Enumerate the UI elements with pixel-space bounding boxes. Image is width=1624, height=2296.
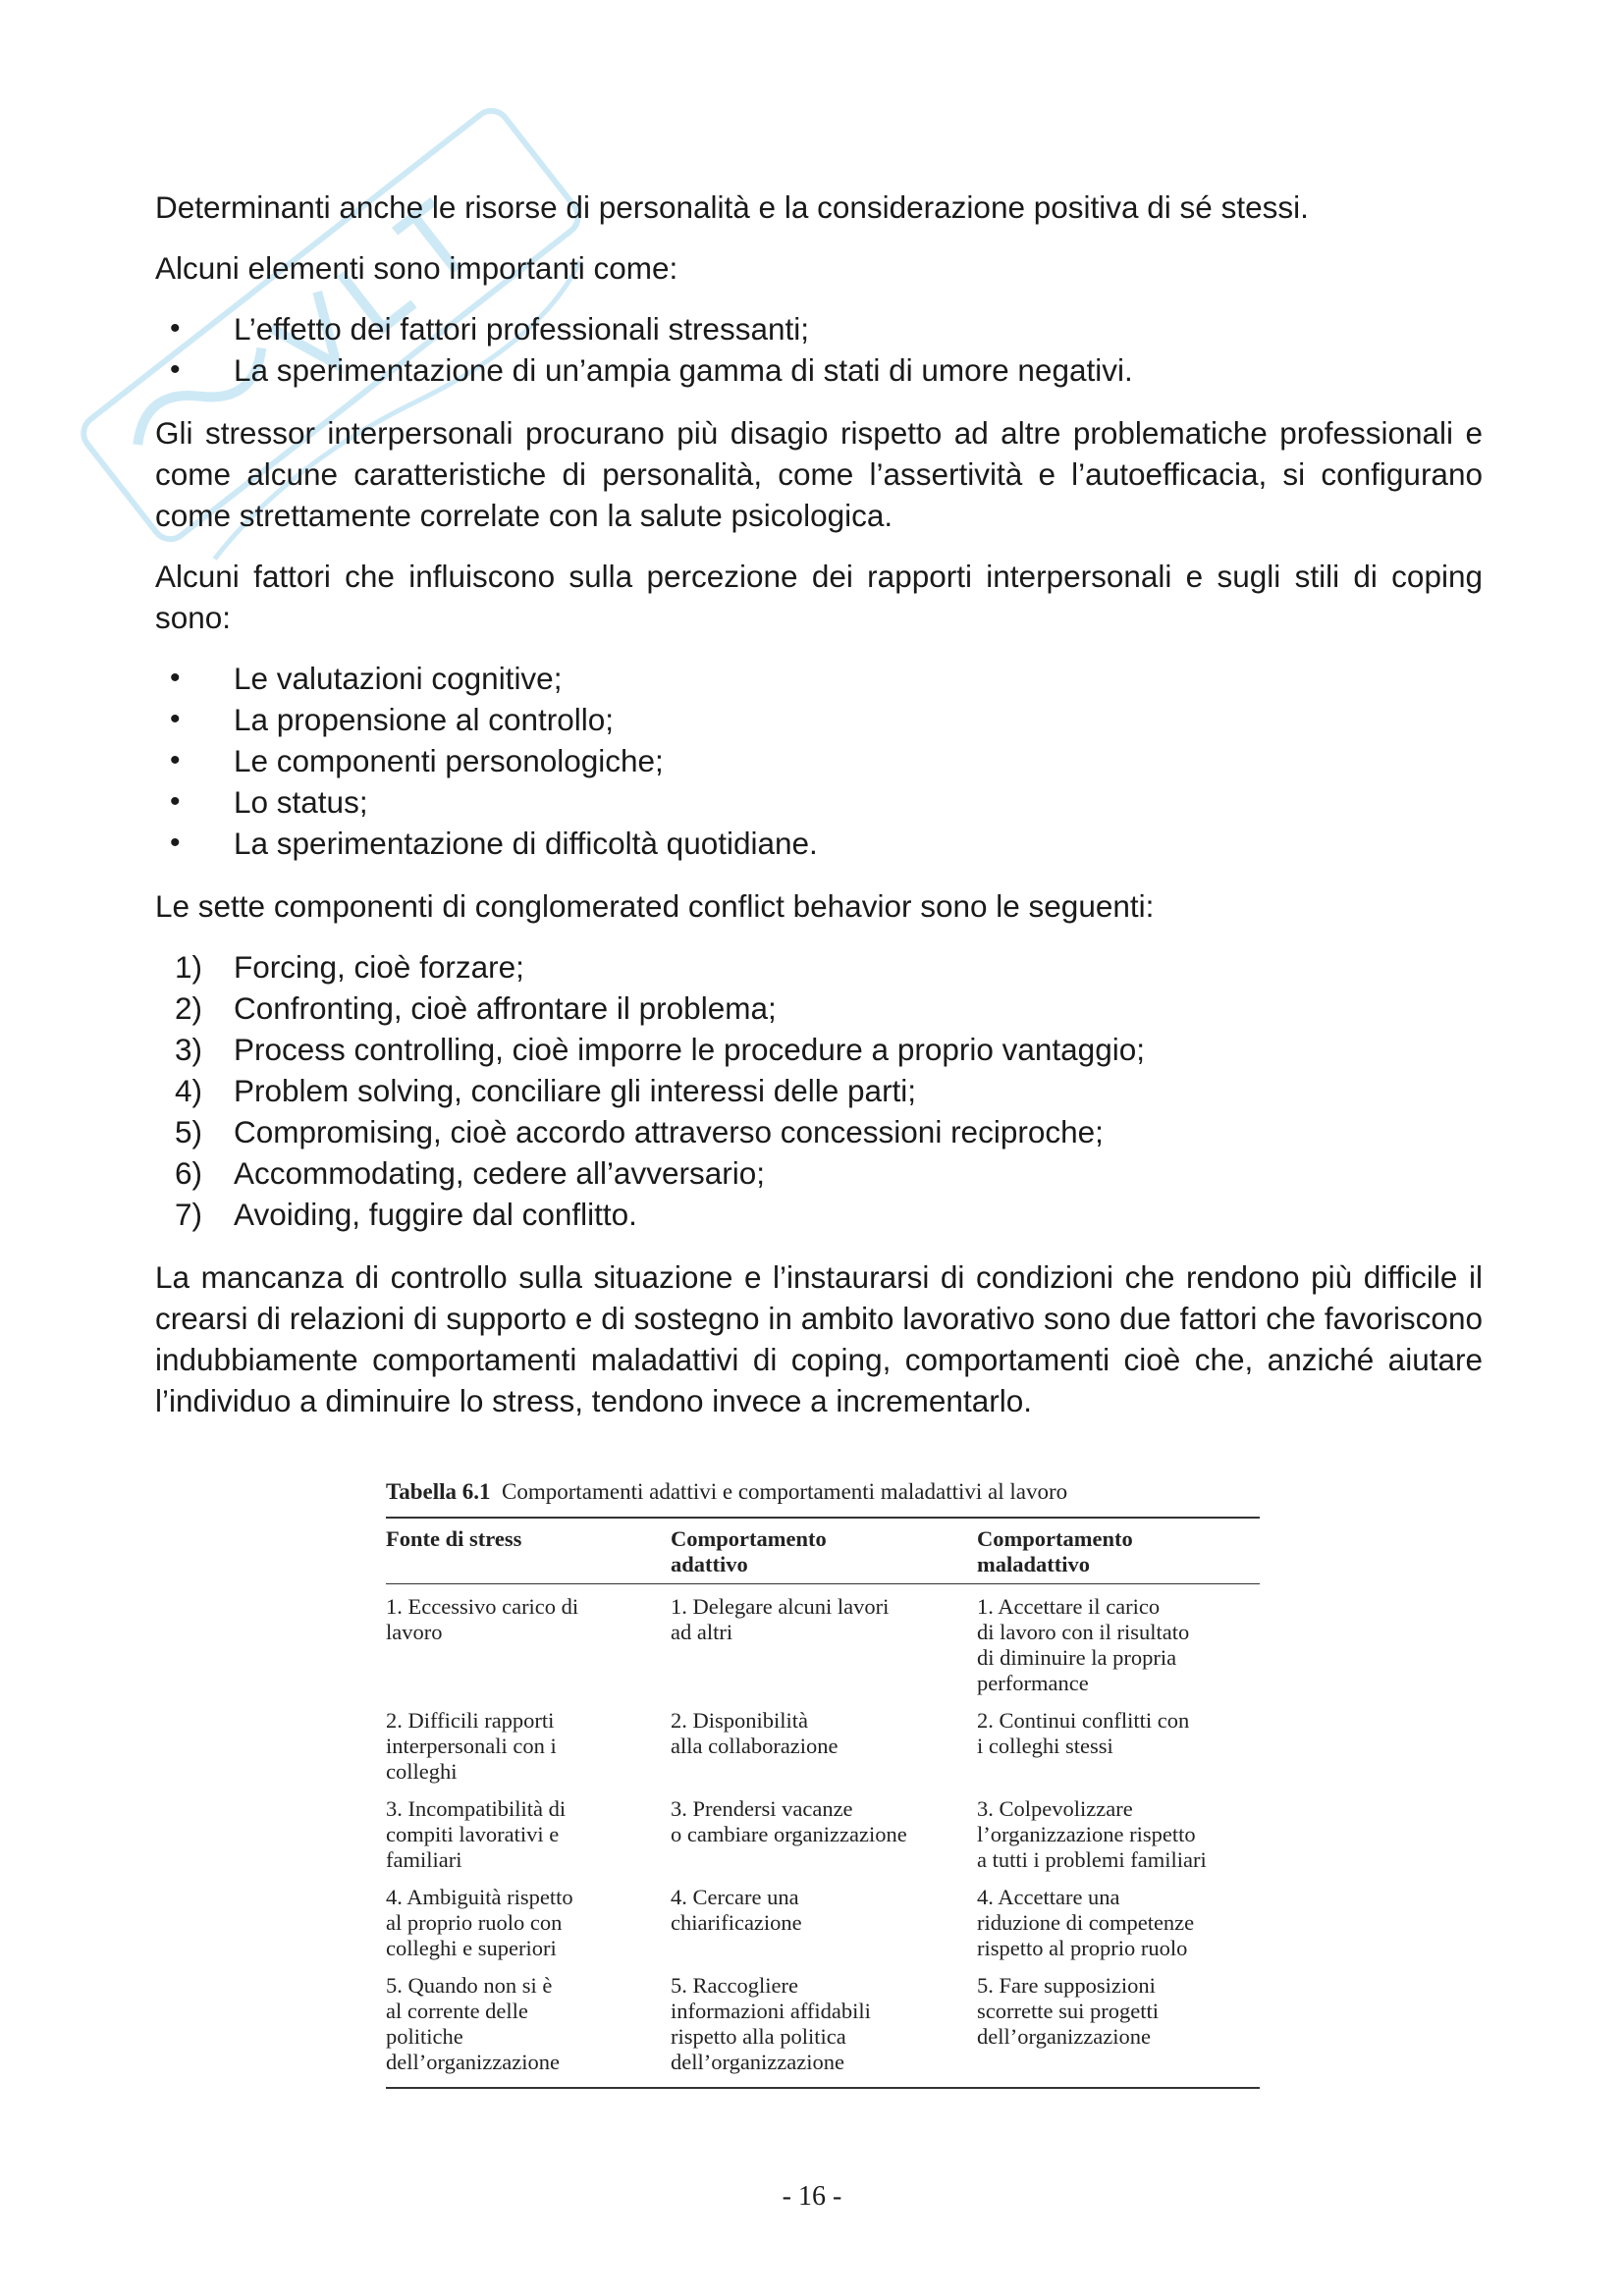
list-item: • Le componenti personologiche; <box>155 740 1483 781</box>
paragraph: Alcuni elementi sono importanti come: <box>155 250 678 286</box>
table-cell: 5. Quando non si è al corrente delle politiche dell’organizzazione <box>386 1973 560 2074</box>
table-cell: 3. Prendersi vacanze o cambiare organizzazione <box>671 1796 907 1846</box>
table-row <box>386 1963 1260 2077</box>
list-item-text: Confronting, cioè affrontare il problema; <box>234 990 777 1026</box>
table-row <box>386 1787 1260 1875</box>
list-item: • La sperimentazione di un’ampia gamma di stati di umore negativi. <box>155 349 1483 391</box>
table-header-cell: Fonte di stress <box>386 1526 522 1551</box>
table-rule-bottom <box>386 2087 1260 2089</box>
list-item <box>155 946 1483 988</box>
list-item <box>155 1194 1483 1235</box>
paragraph: Determinanti anche le risorse di personalità e la considerazione positiva di sé stessi. <box>155 189 1309 225</box>
list-number: 3) <box>175 1032 203 1067</box>
bullet-list-elements <box>155 308 1483 391</box>
numbered-list-conflict-behavior <box>155 946 1483 1235</box>
table-cell: 3. Colpevolizzare l’organizzazione rispetto a tutti i problemi familiari <box>977 1796 1207 1872</box>
table-header-cell: Comportamento maladattivo <box>977 1526 1133 1576</box>
table-row <box>386 1698 1260 1787</box>
list-item-text: Process controlling, cioè imporre le procedure a proprio vantaggio; <box>234 1032 1145 1067</box>
table-cell: 1. Accettare il carico di lavoro con il risultato di diminuire la propria performance <box>977 1594 1190 1695</box>
table-header-row <box>386 1519 1260 1577</box>
table-cell: 2. Disponibilità alla collaborazione <box>671 1708 839 1758</box>
list-item-text: Avoiding, fuggire dal conflitto. <box>234 1197 637 1232</box>
list-item-text: Compromising, cioè accordo attraverso concessioni reciproche; <box>234 1114 1104 1149</box>
table-cell: 3. Incompatibilità di compiti lavorativi e familiari <box>386 1796 567 1872</box>
table-caption-label: Tabella 6.1 <box>386 1479 491 1504</box>
list-item: • L’effetto dei fattori professionali stressanti; <box>155 308 1483 349</box>
table-cell: 2. Continui conflitti con i colleghi stessi <box>977 1708 1190 1758</box>
list-item: • La propensione al controllo; <box>155 699 1483 740</box>
paragraph: Gli stressor interpersonali procurano più disagio rispetto ad altre problematiche professionali e come alcune caratteristiche di personalità, come l’assertività e l’autoefficacia, si configurano come strettamente correlate con la salute psicologica. <box>155 415 1483 533</box>
table-caption <box>386 1477 1260 1507</box>
paragraph: Le sette componenti di conglomerated conflict behavior sono le seguenti: <box>155 888 1155 924</box>
table-cell: 4. Cercare una chiarificazione <box>671 1885 802 1935</box>
list-number: 6) <box>175 1155 203 1191</box>
table-row <box>386 1875 1260 1963</box>
list-item <box>155 1152 1483 1194</box>
table-cell: 4. Ambiguità rispetto al proprio ruolo con colleghi e superiori <box>386 1885 573 1960</box>
paragraph: La mancanza di controllo sulla situazione e l’instaurarsi di condizioni che rendono più difficile il crearsi di relazioni di supporto e di sostegno in ambito lavorativo sono due fattori che favoriscono indubbiamente comportamenti maladattivi di coping, comportamenti cioè che, anziché aiutare l’individuo a diminuire lo stress, tendono invece a incrementarlo. <box>155 1259 1483 1418</box>
table-cell: 4. Accettare una riduzione di competenze rispetto al proprio ruolo <box>977 1885 1195 1960</box>
table-cell: 5. Raccogliere informazioni affidabili rispetto alla politica dell’organizzazione <box>671 1973 871 2074</box>
list-number: 4) <box>175 1073 203 1108</box>
list-item-text: Accommodating, cedere all’avversario; <box>234 1155 765 1191</box>
table-row <box>386 1584 1260 1698</box>
bullet-list-factors <box>155 658 1483 864</box>
list-item: • La sperimentazione di difficoltà quotidiane. <box>155 823 1483 864</box>
table-cell: 5. Fare supposizioni scorrette sui progetti dell’organizzazione <box>977 1973 1159 2049</box>
table-caption-text: Comportamenti adattivi e comportamenti maladattivi al lavoro <box>502 1479 1068 1504</box>
table-cell: 2. Difficili rapporti interpersonali con i colleghi <box>386 1708 557 1784</box>
list-number: 7) <box>175 1197 203 1232</box>
table-comportamenti <box>386 1477 1260 2089</box>
document-body <box>155 187 1483 1441</box>
list-item-text: Forcing, cioè forzare; <box>234 949 524 985</box>
table-header-cell: Comportamento adattivo <box>671 1526 827 1576</box>
list-item <box>155 1111 1483 1152</box>
list-item <box>155 1029 1483 1070</box>
list-number: 1) <box>175 949 203 985</box>
table-cell: 1. Delegare alcuni lavori ad altri <box>671 1594 890 1644</box>
list-item: • Le valutazioni cognitive; <box>155 658 1483 699</box>
list-number: 5) <box>175 1114 203 1149</box>
page-number: - 16 - <box>782 2181 842 2212</box>
list-item-text: Problem solving, conciliare gli interessi delle parti; <box>234 1073 917 1108</box>
list-item: • Lo status; <box>155 781 1483 823</box>
list-item <box>155 1070 1483 1111</box>
list-item <box>155 988 1483 1029</box>
list-number: 2) <box>175 990 203 1026</box>
table-cell: 1. Eccessivo carico di lavoro <box>386 1594 579 1644</box>
paragraph: Alcuni fattori che influiscono sulla percezione dei rapporti interpersonali e sugli stili di coping sono: <box>155 559 1483 635</box>
